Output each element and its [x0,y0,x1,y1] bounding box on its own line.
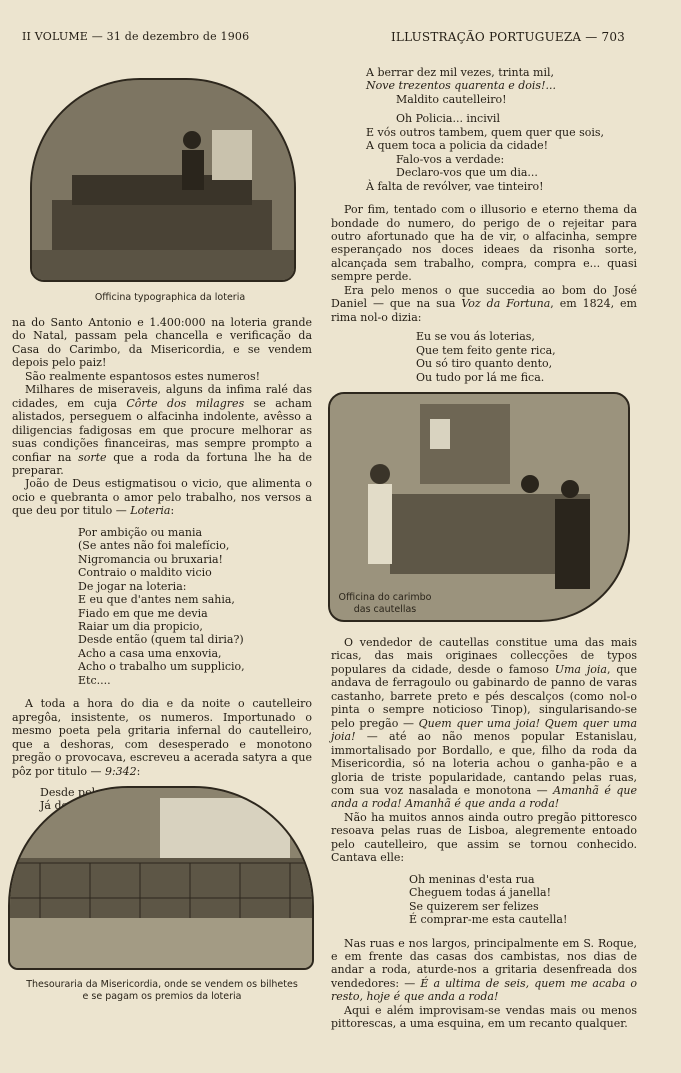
verse-line: De jogar na loteria: [78,579,187,593]
paragraph: Não ha muitos annos ainda outro pregão pittoresco resoava pelas ruas de Lisboa, alegremente entoado pelo cautelleiro, que assim se tornou conhecido. Cantava elle: [331,810,637,865]
verse-line: A berrar dez mil vezes, trinta mil, [366,66,555,79]
photo-stamp-workshop [328,392,630,622]
paragraph: Era pelo menos o que succedia ao bom do José Daniel — que na sua Voz da Fortuna, em 1824, em rima nol-o dizia: [331,283,637,324]
poem-9342-cont [366,66,637,106]
paragraph: Aqui e além improvisam-se vendas mais ou menos pittorescas, a uma esquina, em um recanto qualquer. [331,1003,637,1031]
verse-line: Declaro-vos que um dia... [396,166,538,180]
verse-line: Acho a casa uma enxovia, [78,646,222,660]
verse-line: Nove trezentos quarenta e dois!... [366,79,556,93]
caption-treasury [4,979,320,1002]
verse-line: Acho o trabalho um supplicio, [78,660,245,674]
verse-line: Ou tudo por lá me fica. [416,370,545,384]
caption-stamp-workshop [330,592,440,615]
verse-line: Etc.... [78,673,111,687]
verse-line: À falta de revólver, vae tinteiro! [366,179,544,193]
verse-line: Oh Policia... incivil [396,112,500,126]
verse-line: Cheguem todas á janella! [409,886,551,900]
paragraph: Nas ruas e nos largos, principalmente em S. Roque, e em frente das casas dos cambistas, nos dias de andar a roda, aturde-nos a gritaria desenfreada dos vendedores: — É a ultima de seis, quem me acaba o resto, hoje é que anda a roda! [331,936,638,1004]
verse-line: (Se antes não foi malefício, [78,539,230,553]
caption-line: e se pagam os premios da loteria [82,990,242,1002]
paragraph: O vendedor de cautellas constitue uma das mais ricas, das mais originaes collecções de typos populares da cidade, desde o famoso Uma joia, que andava de ferragoulo ou gabinardo de panno de varas castanho, barrete preto e pés descalços (como nol-o pinta o sempre noticioso Tinop), singularisando-se pelo pregão — Quem quer uma joia! Quem quer uma joia! — até ao não menos popular Estanislau, immortalisado por Bordallo, e que, filho da roda da Misericordia, só na loteria achou o ganha-pão e a gloria de triste popularidade, cantando pelas ruas, com sua voz nasalada e monotona — Amanhã é que anda a roda! Amanhã é que anda a roda! [331,636,638,811]
photo-stamp-workshop-image [330,394,628,620]
photo-typography-workshop-image [32,80,294,280]
paragraph: Por fim, tentado com o illusorio e eterno thema da bondade do numero, do perigo de o rejeitar para outro afortunado que ha de vir, o alfacinha, sempre esperançado nos doces ideaes da risonha sorte, alcançada sem trabalho, compra, compra e... quasi sempre perde. [331,203,637,284]
caption-line: Officina do carimbo [338,592,432,603]
poem-voz-da-fortuna [416,330,637,384]
verse-line: Raiar um dia propicio, [78,619,203,633]
verse-line: É comprar-me esta cautella! [409,913,568,927]
verse-line: E eu que d'antes nem sahia, [78,593,235,607]
verse-line: Se quizerem ser felizes [409,899,539,913]
verse-line: Ou só tiro quanto dento, [416,357,553,371]
poem-loteria [78,526,312,687]
verse-line: Por ambição ou mania [78,525,203,539]
paragraph: Milhares de miseraveis, alguns da infima ralé das cidades, em cuja Côrte dos milagres se acham alistados, perseguem o alfacinha indolente, avêsso a diligencias fadigosas em que procure melhorar as suas condições financeiras, mas sempre prompto a confiar na sorte que a roda da fortuna lhe ha de preparar. [12,383,312,477]
right-column-top [331,66,637,384]
paragraph: A toda a hora do dia e da noite o cautelleiro apregôa, insistente, os numeros. Importunado o mesmo poeta pela gritaria infernal do cautelleiro, que a deshoras, com desesperado e monotono pregão o provocava, escreveu a acerada satyra a que pôz por titulo — 9:342: [12,697,312,778]
photo-treasury [8,786,314,970]
verse-line: E vós outros tambem, quem quer que sois, [366,125,605,139]
poem-meninas [409,873,637,927]
photo-typography-workshop [30,78,296,282]
left-column [12,316,312,813]
verse-line: Maldito cautelleiro! [396,92,507,106]
verse-line: Falo-vos a verdade: [396,152,505,166]
running-header-title-page: ILLUSTRAÇÃO PORTUGUEZA — 703 [390,30,625,44]
verse-line: Nigromancia ou bruxaria! [78,552,223,566]
running-header-volume-date: II VOLUME — 31 de dezembro de 1906 [22,30,250,43]
verse-line: Eu se vou ás loterias, [416,330,535,344]
caption-line: das cautellas [353,603,417,615]
verse-line: Desde então (quem tal diria?) [78,633,244,647]
verse-line: Oh meninas d'esta rua [409,872,535,886]
caption-typography-workshop: Officina typographica da loteria [94,292,246,303]
verse-line: A quem toca a policia da cidade! [366,139,549,153]
paragraph: São realmente espantosos estes numeros! [25,369,261,383]
poem-9342-end [366,112,637,193]
verse-line: Que tem feito gente rica, [416,343,556,357]
paragraph: na do Santo Antonio e 1.400:000 na loteria grande do Natal, passam pela chancella e verificação da Casa do Carimbo, da Misericordia, e se vendem depois pelo paiz! [12,316,312,370]
verse-line: Fiado em que me devia [78,606,208,620]
verse-line: Contraio o maldito vicio [78,566,212,580]
paragraph: João de Deus estigmatisou o vicio, que alimenta o ocio e quebranta o amor pelo trabalho, nos versos a que deu por titulo — Loteria: [12,477,312,518]
right-column-bottom [331,636,637,1031]
photo-treasury-image [10,788,312,968]
caption-line: Thesouraria da Misericordia, onde se vendem os bilhetes [26,979,298,990]
